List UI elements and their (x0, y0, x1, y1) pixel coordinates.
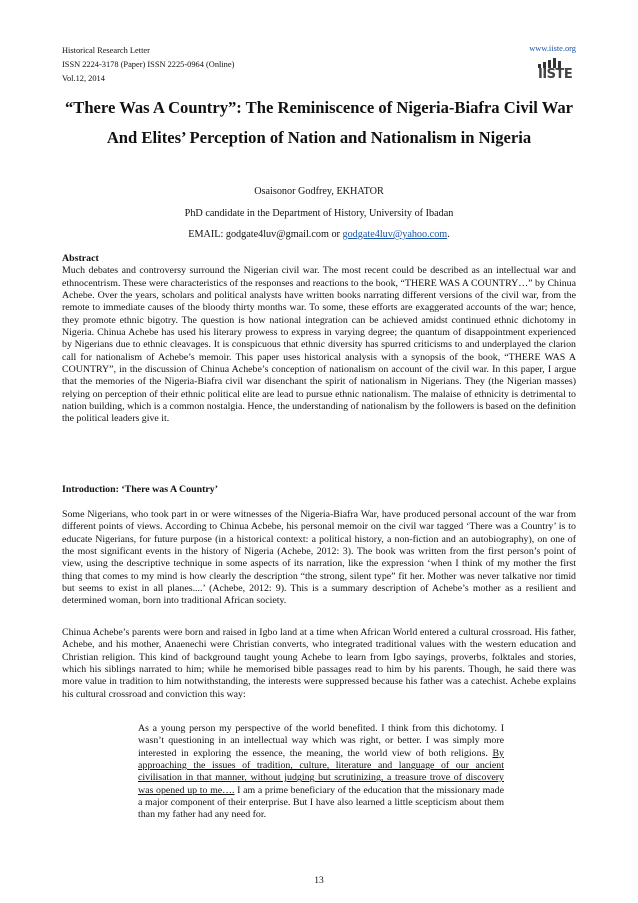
abstract-heading: Abstract (62, 253, 99, 264)
abstract-section (62, 253, 576, 426)
intro-paragraph-1: Some Nigerians, who took part in or were witnesses of the Nigeria-Biafra War, have produced personal account of the war from different points of views. According to Chinua Acbebe, his personal memoir on the civil war tagged ‘There was a Country’ is to educate Nigerians, for future purpose (in a historical context: a political history, a non-fiction and an autobiography), on one of the most significant events in the history of Nigeria (Achebe, 2012: 3). The book was written from the first person’s point of view, using the descriptive technique in some aspects of its narration, like the expression ‘when I think of my mother the first thing that comes to my mind is how clearly the description “the strong, silent type” fit her. Mother was never talkative nor timid but seems to exist in all planes....’ (Achebe, 2012: 9). This is a summary description of Achebe’s mother as a resilient and determined woman, born into traditional African society. (62, 509, 576, 607)
journal-name: Historical Research Letter (62, 46, 150, 55)
block-quote (138, 723, 504, 822)
email-link[interactable]: godgate4luv@yahoo.com (342, 229, 448, 240)
intro-paragraph-2: Chinua Achebe’s parents were born and raised in Igbo land at a time when African World entered a cultural crossroad. His father, Achebe, and his mother, Anaenechi were Christian converts, who integrated traditional values with the western education and Christian religion. This kind of background taught young Achebe to learn from Igbo sayings, proverbs, folktales and stories, which his siblings narrated to him; while he memorised bible passages read to him by his parents. Though, he said there was more value in tradition to him notwithstanding, the interests were suppressed because his father was a catechist. Achebe explains his cultural crossroad and conviction this way: (62, 627, 576, 700)
iiste-logo (538, 58, 576, 86)
issn-line: ISSN 2224-3178 (Paper) ISSN 2225-0964 (Online) (62, 60, 235, 69)
author-email (62, 229, 576, 240)
running-header (62, 44, 234, 86)
abstract-text: Much debates and controversy surround the Nigerian civil war. The most recent could be described as an intellectual war and ethnocentrism. These were characteristics of the responses and reactions to the book, “THERE WAS A COUNTRY…” by Chinua Achebe. Over the years, scholars and political analysts have written books narrating different versions of the civil war, from the remote to immediate causes of the bloody thirty months war. To some, these efforts are exaggerated accounts of the war; hence, they promote ethnic bigotry. The question is how national integration can be achieved amidst continued ethnic dichotomy in Nigeria. Chinua Achebe has used his literary prowess to express in varying degree; the quantum of disappointment experienced by Nigerians due to ethnic cleavages. It is conspicuous that ethnic diversity has spurred criticisms to and underplayed the clarion call for nationalism of Achebe’s memoir. This paper uses historical analysis with a synopsis of the book, “THERE WAS A COUNTRY”, in the discussion of Chinua Achebe’s conception of nationalism on account of the civil war. In this paper, I argue that the memories of the Nigeria-Biafra civil war disenchant the spirit of nationalism in Nigerians. They (the Nigerian masses) relying on perception of their ethnic political elite are lead to pursue ethnic nationalism. The malaise of ethnicity is detrimental to nation building, which is a common nostalgia. Hence, the understanding of nationalism by the followers is based on the definition the political leaders give it. (62, 265, 576, 425)
author-name: Osaisonor Godfrey, EKHATOR (254, 186, 384, 197)
volume-line: Vol.12, 2014 (62, 74, 105, 83)
quote-after: I am a prime beneficiary of the education that the missionary made a major component of their enterprise. But I have also learned a little scepticism about them than my father had any need for. (138, 784, 504, 821)
quote-before: As a young person my perspective of the world benefited. I think from this dichotomy. I wasn’t questioning in an intellectual way which was right, or better. I was simply more interested in exploring the essence, the meaning, the world view of both religions. (138, 723, 504, 759)
page-number: 13 (314, 876, 324, 886)
paper-title: “There Was A Country”: The Reminiscence of Nigeria-Biafra Civil War And Elites’ Perception of Nation and Nationalism in Nigeria (64, 98, 574, 147)
quote-underlined: By approaching the issues of tradition, culture, literature and language of our ancient civilisation in that manner, without judging but scrutinizing, a treasure trove of discovery was opened up to me…. (138, 747, 504, 796)
intro-heading: Introduction: ‘There was A Country’ (62, 484, 218, 495)
logo-text: IISTE (538, 67, 573, 82)
author-affiliation: PhD candidate in the Department of History, University of Ibadan (184, 208, 454, 219)
email-prefix: EMAIL: godgate4luv@gmail.com or (188, 229, 343, 240)
email-suffix: . (447, 229, 450, 240)
journal-url-link[interactable]: www.iiste.org (529, 44, 576, 53)
